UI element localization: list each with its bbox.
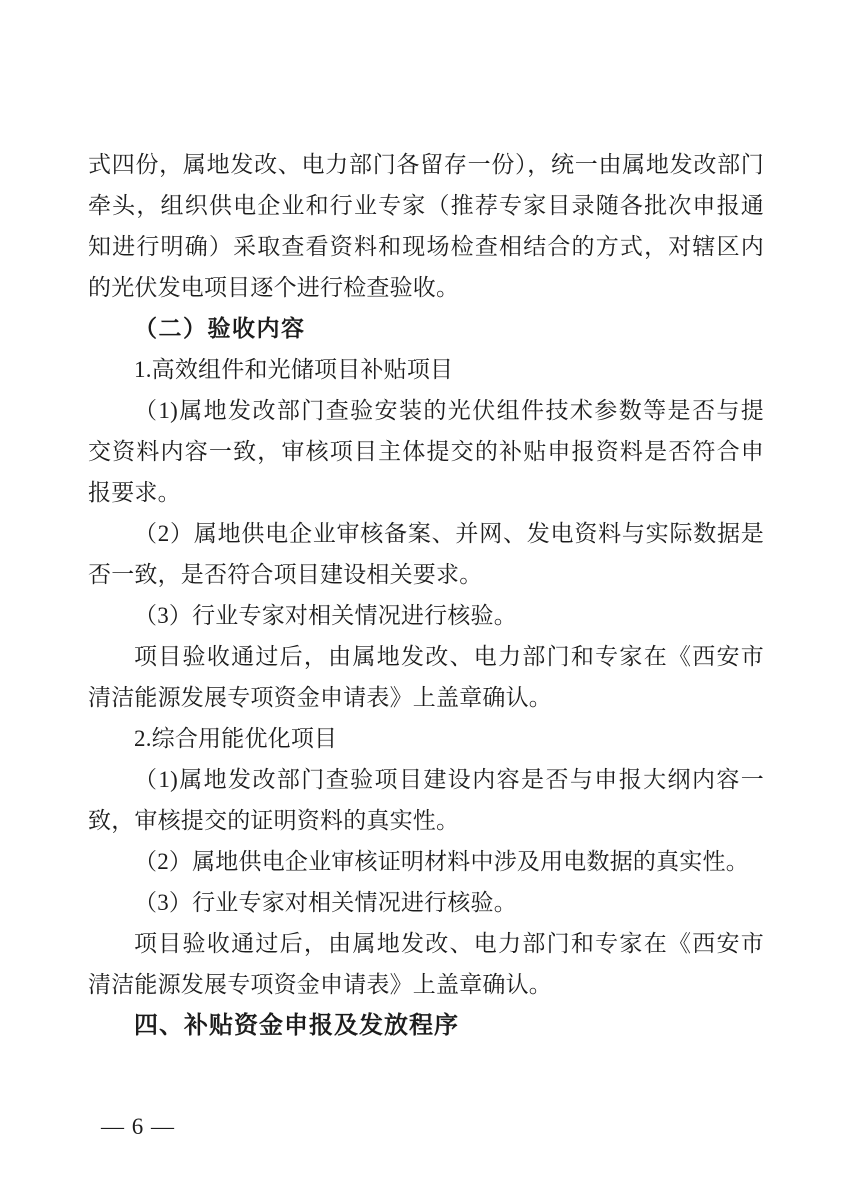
text-line: （二）验收内容 [134, 316, 306, 341]
paragraph [88, 759, 764, 841]
paragraph [88, 513, 764, 595]
text-line: 否一致，是否符合项目建设相关要求。 [88, 562, 483, 587]
paragraph [88, 636, 764, 718]
document-body [88, 144, 764, 1046]
text-line: 报要求。 [88, 480, 181, 505]
paragraph [88, 718, 764, 759]
text-line: （2）属地供电企业审核证明材料中涉及用电数据的真实性。 [134, 849, 749, 874]
paragraph [88, 390, 764, 513]
subheading [88, 308, 764, 349]
page-number: — 6 — [101, 1114, 175, 1139]
text-line: 四、补贴资金申报及发放程序 [134, 1012, 459, 1039]
text-line: 知进行明确）采取查看资料和现场检查相结合的方式，对辖区内 [88, 234, 764, 259]
paragraph [88, 144, 764, 308]
paragraph [88, 841, 764, 882]
text-line: 的光伏发电项目逐个进行检查验收。 [88, 275, 460, 300]
text-line: 致，审核提交的证明资料的真实性。 [88, 808, 460, 833]
text-line: （3）行业专家对相关情况进行核验。 [134, 890, 517, 915]
text-line: 清洁能源发展专项资金申请表》上盖章确认。 [88, 685, 552, 710]
paragraph [88, 882, 764, 923]
text-line: （1)属地发改部门查验项目建设内容是否与申报大纲内容一 [134, 767, 764, 792]
text-line: 项目验收通过后，由属地发改、电力部门和专家在《西安市 [134, 931, 764, 956]
text-line: 牵头，组织供电企业和行业专家（推荐专家目录随各批次申报通 [88, 193, 764, 218]
paragraph [88, 923, 764, 1005]
paragraph [88, 349, 764, 390]
text-line: （1)属地发改部门查验安装的光伏组件技术参数等是否与提 [134, 398, 764, 423]
section-heading [88, 1005, 764, 1046]
text-line: （3）行业专家对相关情况进行核验。 [134, 603, 517, 628]
text-line: 1.高效组件和光储项目补贴项目 [134, 357, 454, 382]
text-line: 交资料内容一致，审核项目主体提交的补贴申报资料是否符合申 [88, 439, 764, 464]
text-line: 2.综合用能优化项目 [134, 726, 338, 751]
text-line: （2）属地供电企业审核备案、并网、发电资料与实际数据是 [134, 521, 764, 546]
text-line: 式四份，属地发改、电力部门各留存一份），统一由属地发改部门 [88, 152, 764, 177]
text-line: 清洁能源发展专项资金申请表》上盖章确认。 [88, 972, 552, 997]
paragraph [88, 595, 764, 636]
text-line: 项目验收通过后，由属地发改、电力部门和专家在《西安市 [134, 644, 764, 669]
